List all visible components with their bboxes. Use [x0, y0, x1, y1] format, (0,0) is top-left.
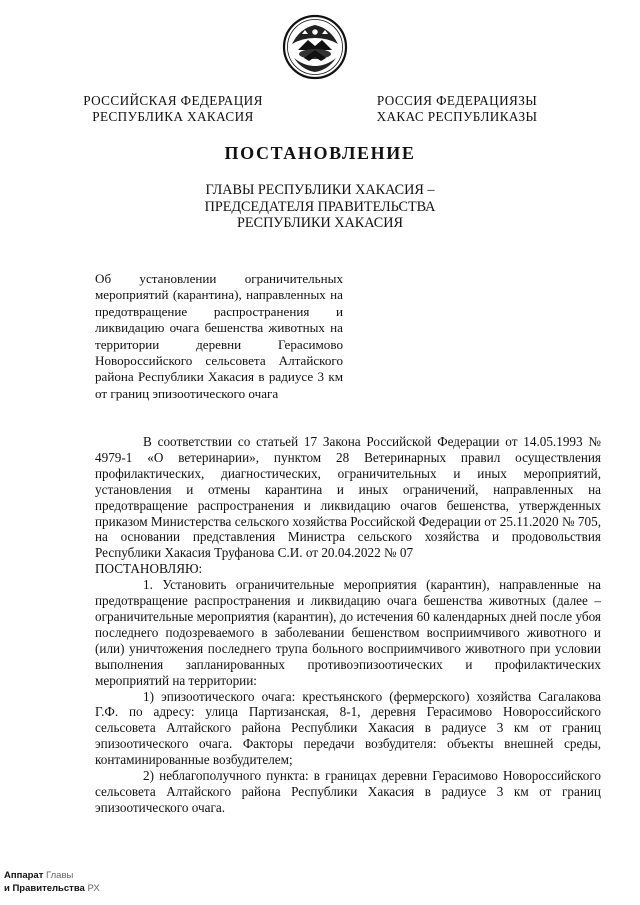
header-right — [362, 93, 552, 125]
header-right-line1: РОССИЯ ФЕДЕРАЦИЯЗЫ — [376, 93, 538, 108]
footer-line2-bold: и Правительства — [4, 883, 85, 894]
footer-stamp — [4, 869, 100, 895]
subtitle-line3: РЕСПУБЛИКИ ХАКАСИЯ — [237, 215, 403, 231]
subtitle-line1: ГЛАВЫ РЕСПУБЛИКИ ХАКАСИЯ – — [205, 182, 435, 198]
header-left-line1: РОССИЙСКАЯ ФЕДЕРАЦИЯ — [83, 93, 263, 108]
item-1-2-paragraph: 2) неблагополучного пункта: в границах деревни Герасимово Новороссийского сельсовета Алтайского района Республики Хакасия в радиусе 3 км от границ эпизоотического очага. — [95, 768, 601, 815]
header-left — [78, 93, 268, 125]
document-subtitle — [170, 182, 470, 232]
item-1-1-paragraph: 1) эпизоотического очага: крестьянского (фермерского) хозяйства Сагалакова Г.Ф. по адресу: улица Партизанская, 8-1, деревня Герасимово Новороссийского сельсовета Алтайского района Республики Хакасия в радиусе 3 км от границ эпизоотического очага. Факторы передачи возбудителя: объекты внешней среды, контаминированные возбудителем; — [95, 688, 601, 768]
footer-line2-rest: РХ — [87, 883, 100, 894]
resolve-paragraph: ПОСТАНОВЛЯЮ: — [95, 561, 203, 577]
preamble-paragraph: В соответствии со статьей 17 Закона Российской Федерации от 14.05.1993 № 4979-1 «О ветеринарии», пунктом 28 Ветеринарных правил осуществления профилактических, диагностических, ограничительных и иных мероприятий, установления и отмены карантина и иных ограничений, направленных на предотвращение распространения и ликвидацию очагов бешенства, утвержденных приказом Министерства сельского хозяйства Российской Федерации от 25.11.2020 № 705, на основании представления Министра сельского хозяйства и продовольствия Республики Хакасия Труфанова С.И. от 20.04.2022 № 07 — [95, 434, 601, 561]
header-left-line2: РЕСПУБЛИКА ХАКАСИЯ — [92, 109, 254, 124]
footer-line1 — [4, 869, 100, 882]
coat-of-arms-icon — [282, 14, 348, 80]
subtitle-line2: ПРЕДСЕДАТЕЛЯ ПРАВИТЕЛЬСТВА — [204, 198, 436, 215]
document-subject: Об установлении ограничительных мероприятий (карантина), направленных на предотвращение распространения и ликвидацию очага бешенства животных на территории деревни Герасимово Новороссийского сельсовета Алтайского района Республики Хакасия в радиусе 3 км от границ эпизоотического очага — [95, 271, 343, 401]
footer-line2 — [4, 882, 100, 895]
footer-line1-bold: Аппарат — [4, 870, 44, 881]
header-right-line2: ХАКАС РЕСПУБЛИКАЗЫ — [376, 109, 538, 124]
footer-line1-rest: Главы — [46, 870, 74, 881]
document-body — [95, 434, 601, 816]
item-1-paragraph: 1. Установить ограничительные мероприятия (карантин), направленные на предотвращение распространения и ликвидацию очага бешенства животных (далее – ограничительные мероприятия (карантин), до истечения 60 календарных дней после убоя последнего подозреваемого в заболевании бешенством восприимчивого животного и (или) уничтожения последнего трупа больного восприимчивого животного при условии выполнения запланированных противоэпизоотических и профилактических мероприятий на территории: — [95, 577, 601, 688]
document-title: ПОСТАНОВЛЕНИЕ — [224, 143, 416, 163]
